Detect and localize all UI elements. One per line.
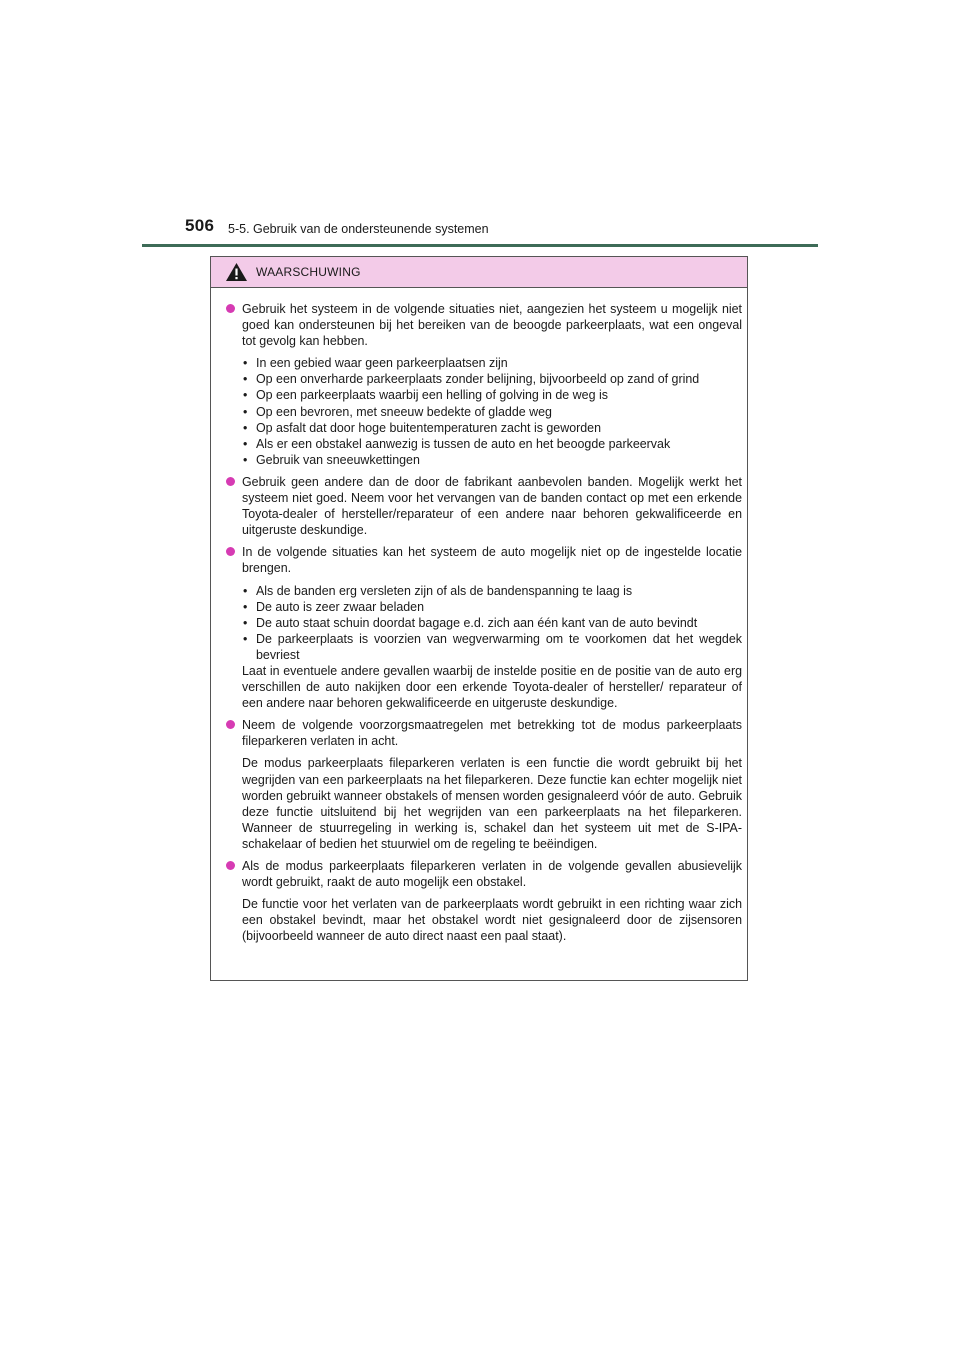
header-rule (142, 244, 818, 247)
warning-item-text: Gebruik geen andere dan de door de fabrikant aanbevolen banden. Mogelijk werkt het systeem niet goed. Neem voor het vervangen van de banden contact op met een erkende Toyota-dealer of hersteller/reparateur of een andere naar behoren gekwalificeerde en uitgeruste deskundige. (242, 474, 742, 538)
warning-item-text: Gebruik het systeem in de volgende situaties niet, aangezien het systeem u mogelijk niet goed kan ondersteunen bij het bereiken van de beoogde parkeerplaats, wat een ongeval tot gevolg kan hebben. (242, 302, 742, 349)
bullet-icon (226, 547, 235, 556)
warning-item (225, 474, 742, 538)
sub-item: • Op asfalt dat door hoge buitentemperaturen zacht is geworden (242, 420, 742, 436)
warning-item-note: Laat in eventuele andere gevallen waarbij de instelde positie en de positie van de auto erg verschillen de auto nakijken door een erkende Toyota-dealer of hersteller/ reparateur of een andere naar behoren gekwalificeerde en uitgeruste deskundige. (242, 663, 742, 711)
bullet-icon (226, 477, 235, 486)
section-title: 5-5. Gebruik van de ondersteunende systemen (228, 222, 489, 236)
warning-box (210, 256, 748, 981)
warning-triangle-icon (225, 262, 248, 282)
bullet-icon (226, 720, 235, 729)
warning-title: WAARSCHUWING (256, 265, 361, 279)
warning-item-detail: De functie voor het verlaten van de parkeerplaats wordt gebruikt in een richting waar zich een obstakel bevindt, maar het obstakel wordt niet gesignaleerd door de zijsensoren (bijvoorbeeld wanneer de auto direct naast een paal staat). (242, 897, 742, 944)
warning-item (225, 858, 742, 944)
sub-item: • Op een onverharde parkeerplaats zonder belijning, bijvoorbeeld op zand of grind (242, 371, 742, 387)
sub-item: • Als er een obstakel aanwezig is tussen de auto en het beoogde parkeervak (242, 436, 742, 452)
sub-item: • De auto is zeer zwaar beladen (242, 599, 742, 615)
sub-item: • De auto staat schuin doordat bagage e.d. zich aan één kant van de auto bevindt (242, 615, 742, 631)
sub-item: • De parkeerplaats is voorzien van wegverwarming om te voorkomen dat het wegdek bevriest (242, 631, 742, 663)
sub-list (242, 355, 742, 468)
sub-item: • Gebruik van sneeuwkettingen (242, 452, 742, 468)
warning-item (225, 301, 742, 468)
warning-item-text: In de volgende situaties kan het systeem de auto mogelijk niet op de ingestelde locatie brengen. (242, 545, 742, 576)
page-number: 506 (185, 216, 215, 235)
sub-item: • Op een parkeerplaats waarbij een helling of golving in de weg is (242, 387, 742, 403)
warning-header (211, 257, 747, 288)
warning-body (211, 288, 747, 944)
warning-item (225, 544, 742, 711)
sub-item: • Op een bevroren, met sneeuw bedekte of gladde weg (242, 404, 742, 420)
sub-list (242, 583, 742, 663)
sub-item: • In een gebied waar geen parkeerplaatsen zijn (242, 355, 742, 371)
warning-item (225, 717, 742, 852)
warning-item-text: Als de modus parkeerplaats fileparkeren verlaten in de volgende gevallen abusievelijk wordt gebruikt, raakt de auto mogelijk een obstakel. (242, 859, 742, 890)
bullet-icon (226, 861, 235, 870)
warning-item-detail: De modus parkeerplaats fileparkeren verlaten is een functie die wordt gebruikt bij het wegrijden van een parkeerplaats na het fileparkeren. Deze functie kan echter mogelijk niet worden gebruikt wanneer obstakels of mensen worden gesignaleerd vóór de auto. Gebruik deze functie uitsluitend bij het wegrijden van een parkeerplaats na het fileparkeren. Wanneer de stuurregeling in werking is, schakel dan het systeem uit met de S-IPA-schakelaar of bedien het stuurwiel om de regeling te beëindigen. (242, 756, 742, 851)
bullet-icon (226, 304, 235, 313)
sub-item: • Als de banden erg versleten zijn of als de bandenspanning te laag is (242, 583, 742, 599)
warning-item-text: Neem de volgende voorzorgsmaatregelen met betrekking tot de modus parkeerplaats fileparkeren verlaten in acht. (242, 718, 742, 749)
